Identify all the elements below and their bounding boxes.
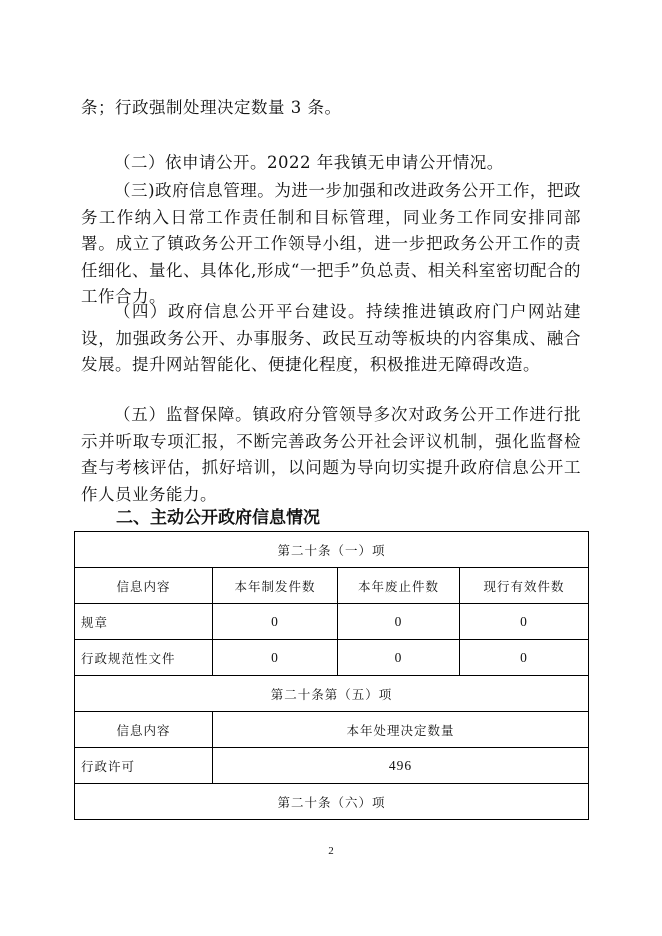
section-heading: 二、主动公开政府信息情况 (116, 508, 320, 528)
header-decision-count: 本年处理决定数量 (213, 712, 589, 748)
table-header-row (75, 568, 589, 604)
paragraph-continuation: 条；行政强制处理决定数量 3 条。 (81, 98, 342, 117)
disclosure-table (74, 531, 589, 820)
cell-value: 0 (460, 604, 589, 640)
header-repealed-count: 本年废止件数 (338, 568, 460, 604)
header-issued-count: 本年制发件数 (213, 568, 338, 604)
cell-value: 0 (213, 604, 338, 640)
cell-value: 0 (338, 604, 460, 640)
cell-value: 0 (460, 640, 589, 676)
table-section-row (75, 532, 589, 568)
row-label: 行政规范性文件 (75, 640, 213, 676)
paragraph-info-management: （三)政府信息管理。为进一步加强和改进政务公开工作，把政务工作纳入日常工作责任制和目标管理，同业务工作同安排同部署。成立了镇政务公开工作领导小组，进一步把政务公开工作的责任细化、量化、具体化,形成“一把手”负总责、相关科室密切配合的工作合力。 (81, 181, 581, 306)
table-section-row (75, 784, 589, 820)
table-header-row (75, 712, 589, 748)
row-label: 行政许可 (75, 748, 213, 784)
section-title-article20-5: 第二十条第（五）项 (75, 676, 589, 712)
table-row (75, 640, 589, 676)
table-row (75, 748, 589, 784)
paragraph-supervision: （五）监督保障。镇政府分管领导多次对政务公开工作进行批示并听取专项汇报，不断完善政务公开社会评议机制，强化监督检查与考核评估，抓好培训，以问题为导向切实提升政府信息公开工作人员业务能力。 (81, 405, 581, 504)
paragraph-platform-construction: （四）政府信息公开平台建设。持续推进镇政府门户网站建设，加强政务公开、办事服务、政民互动等板块的内容集成、融合发展。提升网站智能化、便捷化程度，积极推进无障碍改造。 (81, 302, 581, 374)
paragraph-application-disclosure: （二）依申请公开。2022 年我镇无申请公开情况。 (114, 153, 504, 172)
cell-value: 0 (338, 640, 460, 676)
page-number: 2 (328, 845, 334, 857)
section-title-article20-6: 第二十条（六）项 (75, 784, 589, 820)
cell-value: 0 (213, 640, 338, 676)
header-valid-count: 现行有效件数 (460, 568, 589, 604)
table-row (75, 604, 589, 640)
cell-value: 496 (213, 748, 589, 784)
table-section-row (75, 676, 589, 712)
row-label: 规章 (75, 604, 213, 640)
header-info-content: 信息内容 (75, 568, 213, 604)
section-title-article20-1: 第二十条（一）项 (75, 532, 589, 568)
header-info-content: 信息内容 (75, 712, 213, 748)
